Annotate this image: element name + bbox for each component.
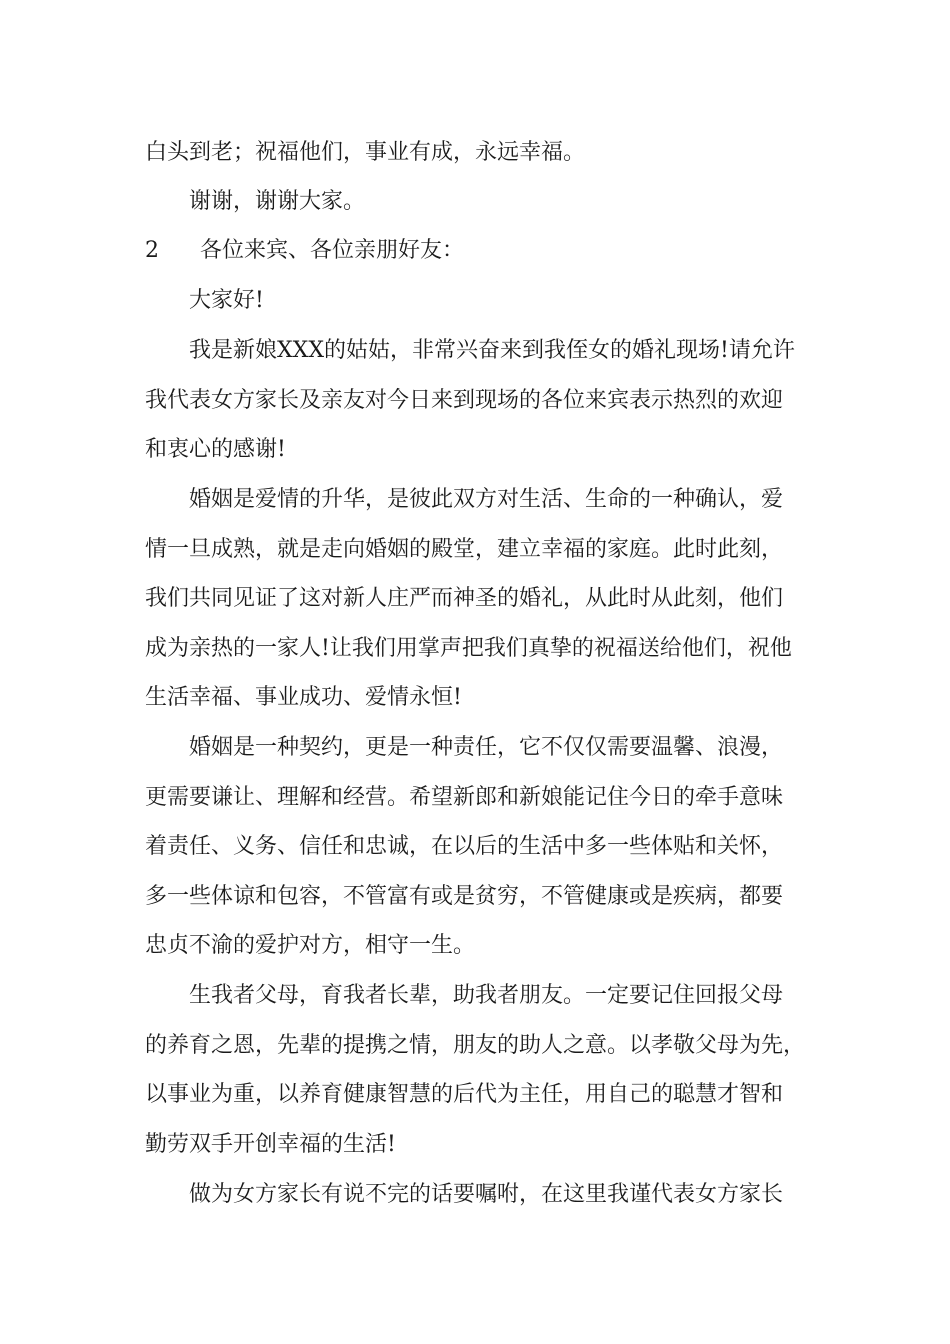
text-line: 多一些体谅和包容，不管富有或是贫穷，不管健康或是疾病，都要 [145, 884, 784, 909]
text-line: 我是新娘XXX的姑姑，非常兴奋来到我侄女的婚礼现场!请允许 [189, 338, 795, 363]
text-line: 忠贞不渝的爱护对方，相守一生。 [145, 933, 476, 958]
item-number: 2 [145, 238, 159, 263]
text-line: 勤劳双手开创幸福的生活! [145, 1132, 396, 1157]
text-line: 生我者父母，育我者长辈，助我者朋友。一定要记住回报父母 [189, 983, 784, 1008]
text-line: 我代表女方家长及亲友对今日来到现场的各位来宾表示热烈的欢迎 [145, 388, 784, 413]
text-line: 以事业为重，以养育健康智慧的后代为主任，用自己的聪慧才智和 [145, 1082, 784, 1107]
text-line: 白头到老；祝福他们，事业有成，永远幸福。 [145, 140, 586, 165]
text-line: 情一旦成熟，就是走向婚姻的殿堂，建立幸福的家庭。此时此刻， [145, 537, 784, 562]
text-line: 的养育之恩，先辈的提携之情，朋友的助人之意。以孝敬父母为先， [145, 1033, 806, 1058]
text-line: 大家好! [189, 288, 264, 313]
text-line: 做为女方家长有说不完的话要嘱咐，在这里我谨代表女方家长 [189, 1182, 784, 1207]
text-line: 着责任、义务、信任和忠诚，在以后的生活中多一些体贴和关怀， [145, 834, 784, 859]
text-line: 生活幸福、事业成功、爱情永恒! [145, 685, 462, 710]
item-heading: 各位来宾、各位亲朋好友： [200, 238, 465, 263]
text-line: 婚姻是爱情的升华，是彼此双方对生活、生命的一种确认，爱 [189, 487, 784, 512]
text-line: 我们共同见证了这对新人庄严而神圣的婚礼，从此时从此刻，他们 [145, 586, 784, 611]
text-line: 婚姻是一种契约，更是一种责任，它不仅仅需要温馨、浪漫， [189, 735, 784, 760]
text-line: 更需要谦让、理解和经营。希望新郎和新娘能记住今日的牵手意味 [145, 785, 784, 810]
text-line: 和衷心的感谢! [145, 437, 286, 462]
text-line: 成为亲热的一家人!让我们用掌声把我们真挚的祝福送给他们，祝他 [145, 636, 792, 661]
text-line: 谢谢，谢谢大家。 [189, 189, 366, 214]
